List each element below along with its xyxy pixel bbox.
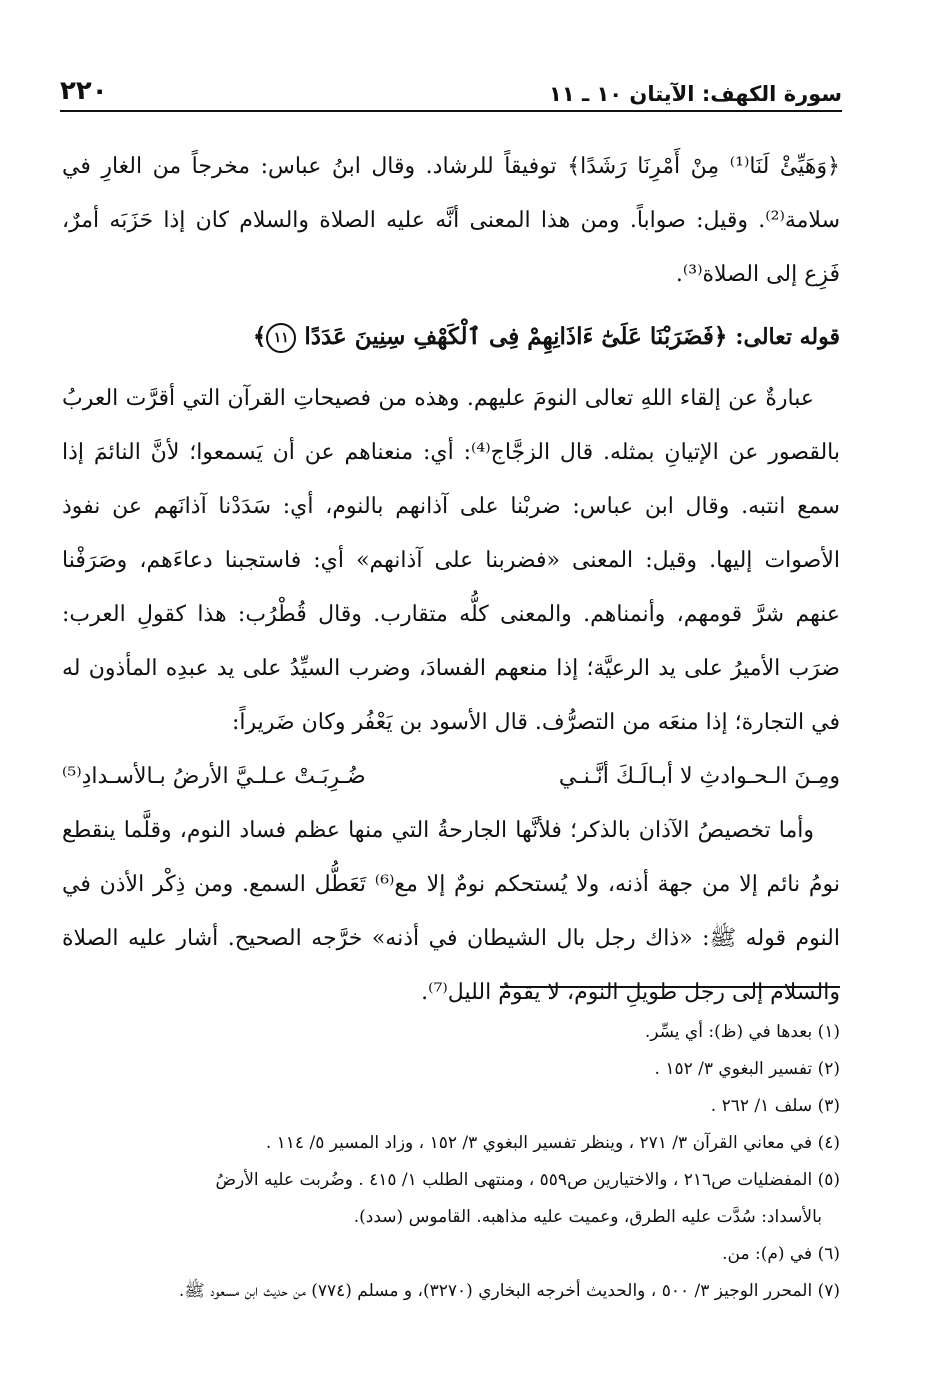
footnote-5: (٥) المفضليات ص٢١٦ ، والاختيارين ص٥٥٩ ، ومنتهى الطلب ١/ ٤١٥ . وضُربت عليه الأرضُ	[215, 1170, 840, 1190]
paragraph-1: ﴿وَهَيِّئْ لَنَا⁽¹⁾ مِنْ أَمْرِنَا رَشَدًا﴾ توفيقاً للرشاد. وقال ابنُ عباس: مخرجاً من الغارِ في سلامة⁽²⁾. وقيل: صواباً. ومن هذا المعنى أنَّه عليه الصلاة والسلام كان إذا حَزَبَه أمرٌ، فَزِع إلى الصلاة⁽³⁾.	[62, 154, 840, 287]
poem-first-hemistich: ومِـنَ الـحـوادثِ لا أبـالَـكَ أنَّـنـي	[558, 764, 840, 789]
verse-number-marker: ١١	[266, 323, 296, 353]
footnote-4: (٤) في معاني القرآن ٣/ ٢٧١ ، وينظر تفسير البغوي ٣/ ١٥٢ ، وزاد المسير ٥/ ١١٤ .	[265, 1133, 840, 1153]
header-rule	[60, 110, 842, 112]
page-number: ٢٢٠	[60, 76, 108, 106]
verse-heading-close: ﴾	[252, 323, 267, 350]
paragraph-3: وأما تخصيصُ الآذان بالذكر؛ فلأنَّها الجارحةُ التي منها عظم فساد النوم، وقلَّما ينقطع نومُ نائم إلا من جهة أذنه، ولا يُستحكم نومٌ إلا مع⁽⁶⁾ تَعَطُّل السمع. ومن ذِكْر الأذن في النوم قوله ﷺ: «ذاك رجل بال الشيطان في أذنه» خرَّجه الصحيح. أشار عليه الصلاة والسلام إلى رجل طويلِ النوم، لا يقومُ الليل⁽⁷⁾.	[62, 818, 840, 1005]
footnote-1: (١) بعدها في (ظ): أي يسِّر.	[644, 1022, 840, 1042]
footnote-7: (٧) المحرر الوجيز ٣/ ٥٠٠ ، والحديث أخرجه البخاري (٣٢٧٠)، و مسلم (٧٧٤) من حديث ابن مسعود ﷺ.	[178, 1281, 840, 1301]
paragraph-2: عبارةٌ عن إلقاء اللهِ تعالى النومَ عليهم. وهذه من فصيحاتِ القرآن التي أقرَّت العربُ بالقصور عن الإتيانِ بمثله. قال الزجَّاج⁽⁴⁾: أي: منعناهم عن أن يَسمعوا؛ لأنَّ النائمَ إذا سمع انتبه. وقال ابن عباس: ضربْنا على آذانهم بالنوم، أي: سَدَدْنا آذانَهم عن نفوذ الأصوات إليها. وقيل: المعنى «فضربنا على آذانهم» أي: فاستجبنا دعاءَهم، وصَرَفْنا عنهم شرَّ قومهم، وأنمناهم. والمعنى كلُّه متقارب. وقال قُطْرُب: هذا كقولِ العرب: ضرَب الأميرُ على يد الرعيَّة؛ إذا منعهم الفسادَ، وضرب السيِّدُ على يد عبدِه المأذون له في التجارة؛ إذا منعَه من التصرُّف. قال الأسود بن يَعْفُر وكان ضَريراً:	[62, 386, 841, 735]
footnote-2: (٢) تفسير البغوي ٣/ ١٥٢ .	[654, 1059, 840, 1079]
page-header	[60, 62, 842, 106]
verse-heading-text: ﴿فَضَرَبْنَا عَلَىٰٓ ءَاذَانِهِمْ فِى ٱلْكَهْفِ سِنِينَ عَدَدًا	[304, 323, 728, 350]
footnote-5-continued: بالأسداد: سُدَّت عليه الطرق، وعميت عليه مذاهبه. القاموس (سدد).	[353, 1207, 822, 1227]
poem-second-hemistich: ضُـرِبَـتْ عـلـيَّ الأرضُ بـالأسـدادِ⁽⁵⁾	[62, 764, 366, 789]
verse-heading	[62, 308, 840, 366]
footnote-6: (٦) في (م): من.	[722, 1244, 840, 1264]
footnote-3: (٣) سلف ١/ ٢٦٢ .	[710, 1096, 840, 1116]
footnotes	[60, 1014, 840, 1310]
running-title: سورة الكهف: الآيتان ١٠ ـ ١١	[549, 82, 842, 106]
main-text	[62, 140, 840, 1020]
poem-verse	[62, 750, 840, 804]
verse-heading-lead: قوله تعالى:	[735, 324, 840, 350]
footnote-rule	[500, 986, 840, 988]
